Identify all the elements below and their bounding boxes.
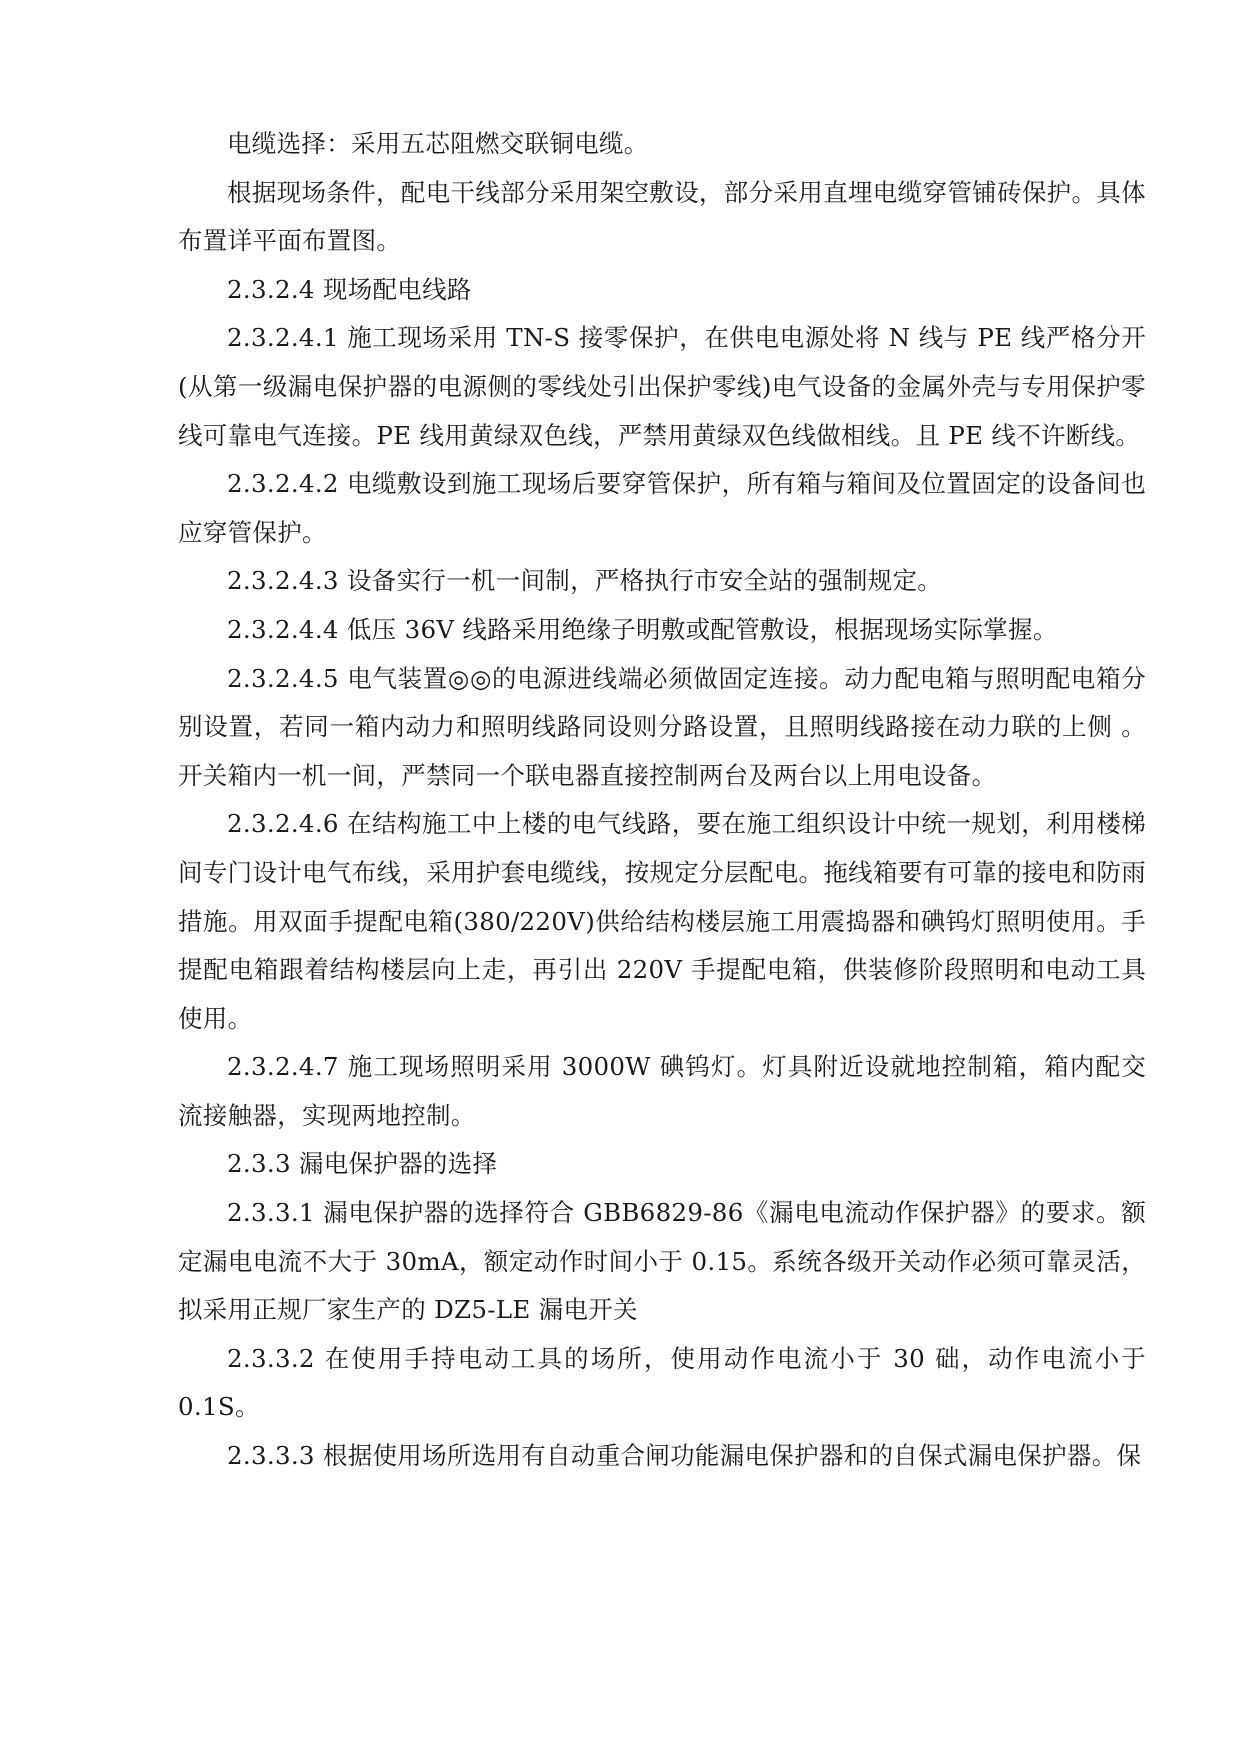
paragraph-2-3-3-1: 2.3.3.1 漏电保护器的选择符合 GBB6829-86《漏电电流动作保护器》的要求。额定漏电电流不大于 30mA，额定动作时间小于 0.15。系统各级开关动作必须可靠灵活，拟采用正规厂家生产的 DZ5-LE 漏电开关 [178,1198,1146,1325]
paragraph-2-3-3-2: 2.3.3.2 在使用手持电动工具的场所，使用动作电流小于 30 础，动作电流小于 0.1S。 [178,1343,1155,1422]
paragraph-2-3-2-4-2: 2.3.2.4.2 电缆敷设到施工现场后要穿管保护，所有箱与箱间及位置固定的设备间也应穿管保护。 [178,469,1146,547]
section-heading-2-3-2-4: 2.3.2.4 现场配电线路 [227,274,472,304]
paragraph-2-3-2-4-6: 2.3.2.4.6 在结构施工中上楼的电气线路，要在施工组织设计中统一规划，利用楼梯间专门设计电气布线，采用护套电缆线，按规定分层配电。拖线箱要有可靠的接电和防雨措施。用双面手提配电箱(380/220V)供给结构楼层施工用震捣器和碘钨灯照明使用。手提配电箱跟着结构楼层向上走，再引出 220V 手提配电箱，供装修阶段照明和电动工具使用。 [178,809,1146,1033]
document-body [178,120,1155,1481]
paragraph-2-3-2-4-5: 2.3.2.4.5 电气装置◎◎的电源进线端必须做固定连接。动力配电箱与照明配电箱分别设置，若同一箱内动力和照明线路同设则分路设置，且照明线路接在动力联的上侧 。开关箱内一机一间，严禁同一个联电器直接控制两台及两台以上用电设备。 [178,663,1146,790]
paragraph-cable-selection: 电缆选择：采用五芯阻燃交联铜电缆。 [227,129,649,158]
paragraph-2-3-2-4-3: 2.3.2.4.3 设备实行一机一间制，严格执行市安全站的强制规定。 [227,566,943,596]
section-heading-2-3-3: 2.3.3 漏电保护器的选择 [227,1149,498,1179]
paragraph-site-conditions: 根据现场条件，配电干线部分采用架空敷设，部分采用直埋电缆穿管铺砖保护。具体布置详平面布置图。 [178,177,1146,256]
paragraph-2-3-2-4-1: 2.3.2.4.1 施工现场采用 TN-S 接零保护，在供电电源处将 N 线与 PE 线严格分开(从第一级漏电保护器的电源侧的零线处引出保护零线)电气设备的金属外壳与专用保护零线可靠电气连接。PE 线用黄绿双色线，严禁用黄绿双色线做相线。且 PE 线不许断线。 [178,323,1146,450]
paragraph-2-3-2-4-7: 2.3.2.4.7 施工现场照明采用 3000W 碘钨灯。灯具附近设就地控制箱，箱内配交流接触器，实现两地控制。 [178,1052,1146,1130]
paragraph-2-3-2-4-4: 2.3.2.4.4 低压 36V 线路采用绝缘子明敷或配管敷设，根据现场实际掌握。 [227,614,1058,644]
paragraph-2-3-3-3: 2.3.3.3 根据使用场所选用有自动重合闸功能漏电保护器和的自保式漏电保护器。保 [227,1441,1142,1471]
